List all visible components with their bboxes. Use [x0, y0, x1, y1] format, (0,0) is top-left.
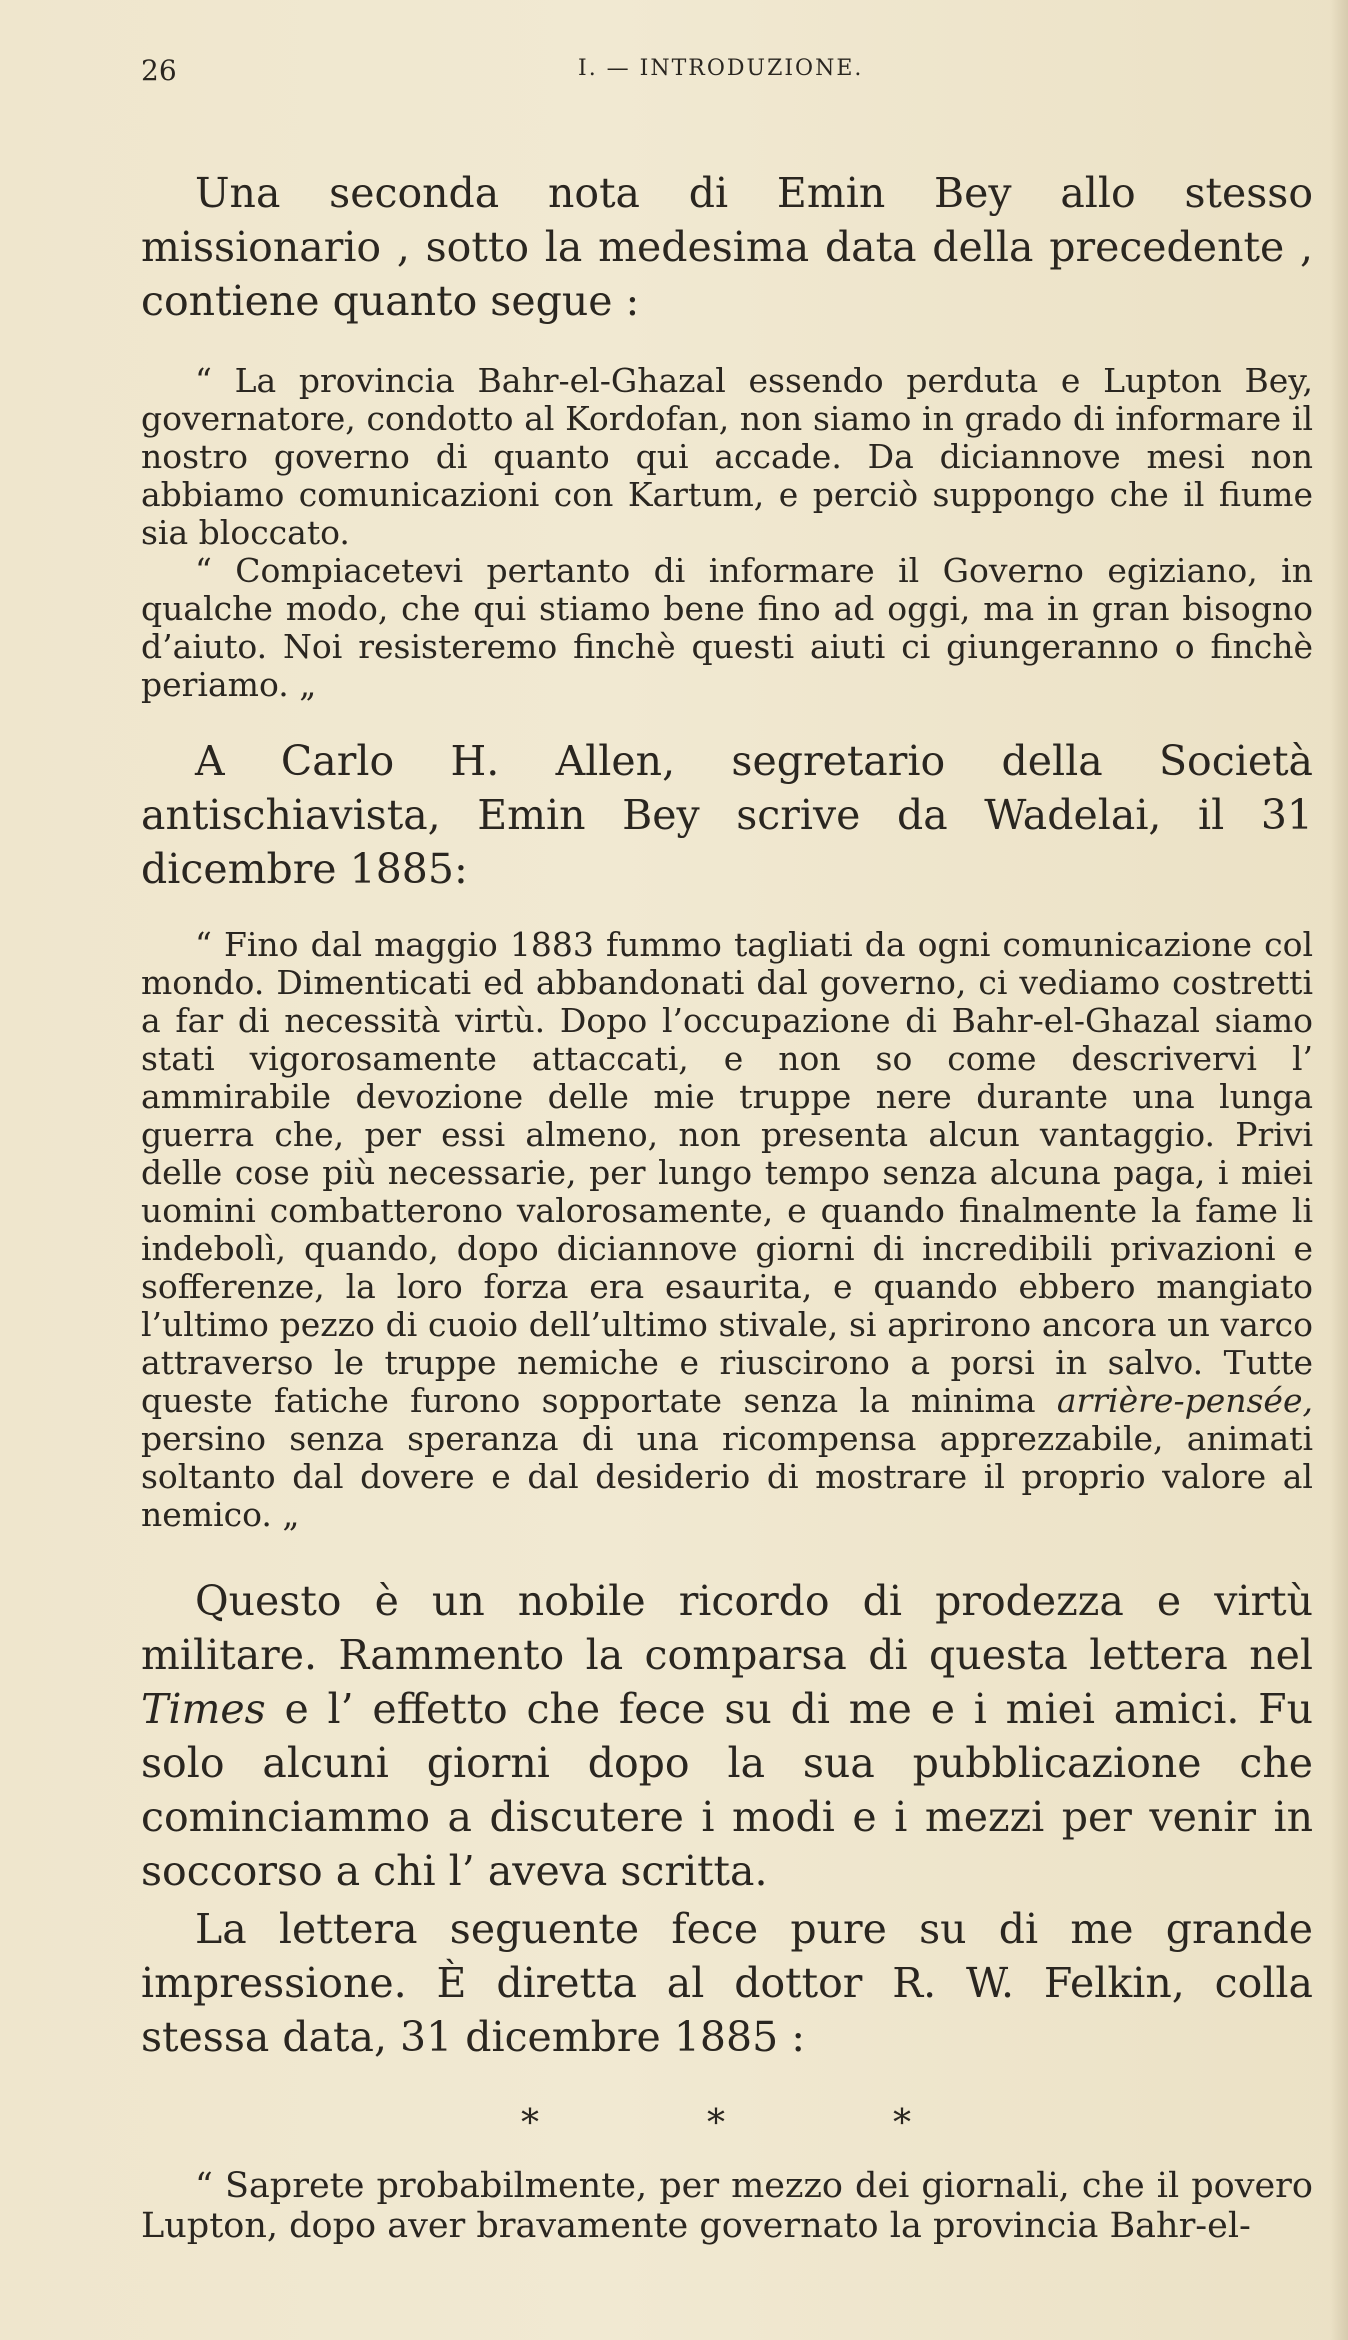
quote-paragraph-3 [141, 926, 1313, 1534]
separator-star: * [521, 2103, 539, 2144]
page-header [141, 50, 1313, 90]
paragraph-times-text-b: e l’ effetto che fece su di me e i miei amici. Fu solo alcuni giorni dopo la sua pubblicazione che cominciammo a discutere i modi e i mezzi per venir in soccorso a chi l’ aveva scritta. [141, 1685, 1313, 1895]
paragraph-felkin: La lettera seguente fece pure su di me grande impressione. È diretta al dottor R. W. Felkin, colla stessa data, 31 dicembre 1885 : [141, 1905, 1313, 2061]
paragraph-times [141, 1574, 1313, 1898]
quote-paragraph-1: “ La provincia Bahr-el-Ghazal essendo perduta e Lupton Bey, governatore, condotto al Kordofan, non siamo in grado di informare il nostro governo di quanto qui accade. Da diciannove mesi non abbiamo comunicazioni con Kartum, e perciò suppongo che il fiume sia bloccato. [141, 361, 1313, 552]
section-separator [521, 2104, 911, 2144]
quote-paragraph-4: “ Saprete probabilmente, per mezzo dei giornali, che il povero Lupton, dopo aver bravamente governato la provincia Bahr-el- [141, 2166, 1313, 2246]
quote-3-text-a: “ Fino dal maggio 1883 fummo tagliati da ogni comunicazione col mondo. Dimenticati ed abbandonati dal governo, ci vediamo costretti a far di necessità virtù. Dopo l’occupazione di Bahr-el-Ghazal siamo stati vigorosamente attaccati, e non so come descrivervi l’ ammirabile devozione delle mie truppe nere durante una lunga guerra che, per essi almeno, non presenta alcun vantaggio. Privi delle cose più necessarie, per lungo tempo senza alcuna paga, i miei uomini combatterono valorosamente, e quando finalmente la fame li indebolì, quando, dopo diciannove giorni di incredibili privazioni e sofferenze, la loro forza era esaurita, e quando ebbero mangiato l’ultimo pezzo di cuoio dell’ultimo stivale, si aprirono ancora un varco attraverso le truppe nemiche e riuscirono a porsi in salvo. Tutte queste fatiche furono sopportate senza la minima [141, 925, 1313, 1420]
quote-paragraph-2: “ Compiacetevi pertanto di informare il Governo egiziano, in qualche modo, che qui stiamo bene fino ad oggi, ma in gran bisogno d’aiuto. Noi resisteremo finchè questi aiuti ci giungeranno o finchè periamo. „ [141, 551, 1313, 704]
quote-3-italic-phrase: arrière-pensée, [1056, 1381, 1313, 1420]
running-head: I. — INTRODUZIONE. [578, 56, 864, 81]
times-title: Times [141, 1685, 266, 1733]
paragraph-allen: A Carlo H. Allen, segretario della Società antischiavista, Emin Bey scrive da Wadelai, il 31 dicembre 1885: [141, 737, 1313, 893]
separator-star: * [893, 2103, 911, 2144]
page-number: 26 [141, 54, 177, 87]
paragraph-intro: Una seconda nota di Emin Bey allo stesso missionario , sotto la medesima data della precedente , contiene quanto segue : [141, 169, 1313, 325]
page-edge-shadow [1330, 0, 1348, 2340]
paragraph-times-text-a: Questo è un nobile ricordo di prodezza e virtù militare. Rammento la comparsa di questa lettera nel [141, 1577, 1313, 1679]
separator-star: * [707, 2103, 725, 2144]
quote-3-text-b: persino senza speranza di una ricompensa apprezzabile, animati soltanto dal dovere e dal desiderio di mostrare il proprio valore al nemico. „ [141, 1419, 1313, 1534]
